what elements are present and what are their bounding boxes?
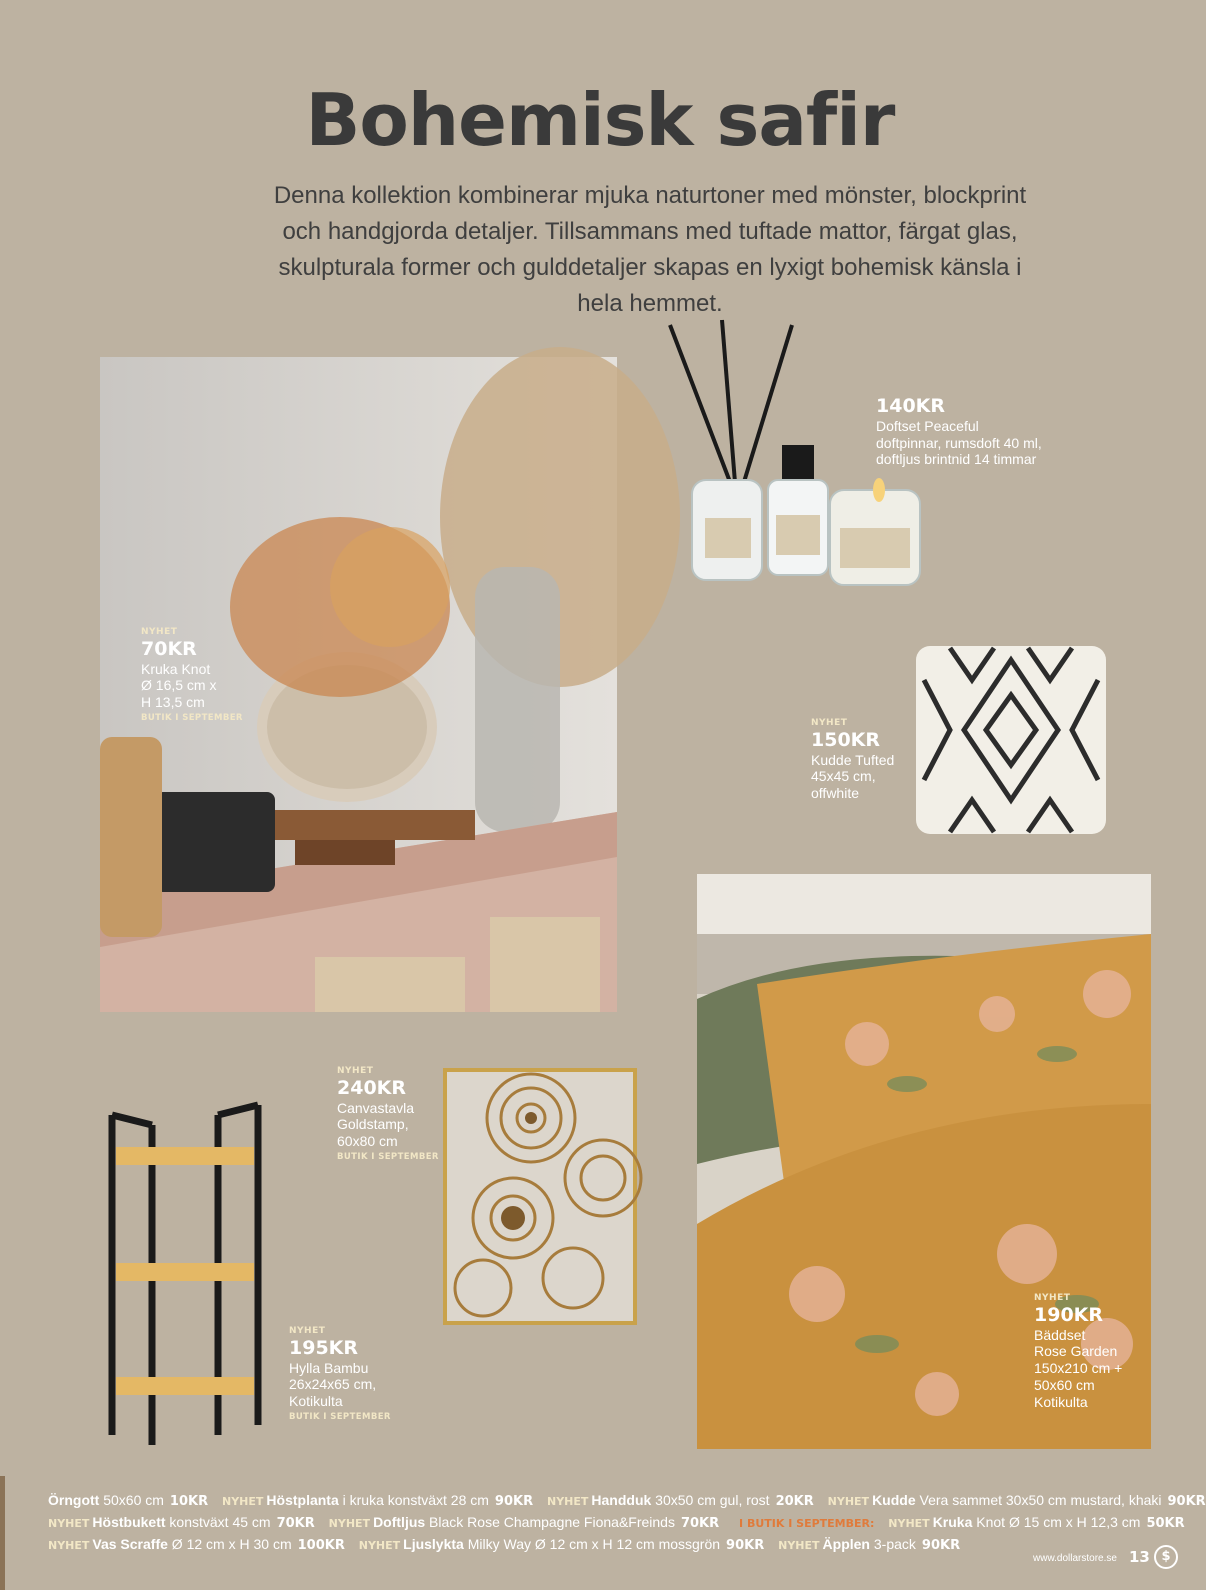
- footer-item-price: 10KR: [169, 1494, 209, 1509]
- product-line: 45x45 cm,: [811, 768, 876, 785]
- product-line: Kotikulta: [1034, 1393, 1088, 1410]
- product-price: 140KR: [876, 395, 946, 417]
- product-line: Hylla Bambu: [289, 1359, 369, 1376]
- butik-note: BUTIK I SEPTEMBER: [289, 1411, 391, 1422]
- nyhet-tag: NYHET: [337, 1066, 374, 1076]
- nyhet-tag: NYHET: [811, 718, 848, 728]
- product-price: 190KR: [1034, 1303, 1104, 1326]
- product-price: 70KR: [141, 637, 197, 660]
- dollarstore-logo-icon: $: [1154, 1545, 1178, 1569]
- footer-item-desc: i kruka konstväxt 28 cm: [338, 1492, 489, 1508]
- nyhet-tag: NYHET: [358, 1539, 401, 1552]
- product-line: Canvastavla: [337, 1099, 415, 1116]
- intro-text: Denna kollektion kombinerar mjuka naturtoner med mönster, blockprint och handgjorda detaljer. Tillsammans med tuftade mattor, färgat glas, skulpturala former och gulddetaljer skapas en lyxigt bohemisk känsla i hela hemmet.: [273, 182, 1027, 317]
- footer-item-desc: Milky Way Ø 12 cm x H 12 cm mossgrön: [463, 1536, 721, 1552]
- photo-bamboo-shelf: [100, 1105, 270, 1445]
- product-line: Bäddset: [1034, 1326, 1086, 1343]
- nyhet-tag: NYHET: [778, 1539, 820, 1552]
- product-line: Kudde Tufted: [811, 751, 895, 768]
- product-line: 50x60 cm: [1034, 1376, 1095, 1393]
- footer-row: [48, 1490, 1206, 1512]
- page-title: Bohemisk safir: [305, 78, 895, 162]
- product-line: Ø 16,5 cm x: [141, 677, 217, 694]
- product-line: 26x24x65 cm,: [289, 1376, 377, 1393]
- product-label-doftset: [876, 395, 1042, 468]
- product-line: Kotikulta: [289, 1393, 343, 1410]
- footer-item-desc: Knot Ø 15 cm x H 12,3 cm: [972, 1514, 1141, 1530]
- product-price: 195KR: [289, 1336, 359, 1359]
- footer-item-desc: Black Rose Champagne Fiona&Freinds: [425, 1514, 675, 1530]
- nyhet-tag: NYHET: [888, 1517, 930, 1530]
- butik-note: BUTIK I SEPTEMBER: [337, 1151, 439, 1162]
- footer-item-price: 20KR: [775, 1494, 814, 1509]
- product-line: doftpinnar, rumsdoft 40 ml,: [876, 434, 1042, 451]
- photo-canvas-goldstamp: [443, 1068, 637, 1325]
- product-price: 240KR: [337, 1076, 407, 1099]
- footer-row: [48, 1512, 1185, 1534]
- product-line: Doftset Peaceful: [876, 417, 979, 434]
- product-line: doftljus brintnid 14 timmar: [876, 451, 1037, 468]
- product-label-hylla: [289, 1326, 391, 1422]
- footer-item-price: 90KR: [726, 1538, 765, 1553]
- footer-item-desc: Ø 12 cm x H 30 cm: [167, 1536, 292, 1552]
- footer-item-price: 50KR: [1146, 1516, 1185, 1531]
- product-price: 150KR: [811, 728, 881, 751]
- product-line: offwhite: [811, 785, 859, 802]
- nyhet-tag: NYHET: [328, 1517, 371, 1530]
- product-line: 150x210 cm +: [1034, 1360, 1123, 1377]
- footer-product-list: [48, 1490, 1206, 1556]
- footer-item-desc: 3-pack: [869, 1536, 916, 1552]
- footer-item-name: Örngott: [48, 1492, 100, 1508]
- photo-cushion: [910, 640, 1112, 840]
- product-label-kudde: [811, 718, 894, 802]
- nyhet-tag: NYHET: [222, 1495, 264, 1508]
- footer-item-price: 70KR: [680, 1516, 720, 1531]
- product-label-kruka: [141, 627, 243, 723]
- footer-item-name: Doftljus: [373, 1514, 426, 1530]
- footer-item-name: Höstbukett: [92, 1514, 166, 1530]
- page-number: 13: [1129, 1548, 1150, 1566]
- footer-item-price: 70KR: [276, 1516, 315, 1531]
- nyhet-tag: NYHET: [48, 1539, 90, 1552]
- footer-item-desc: 50x60 cm: [99, 1492, 164, 1508]
- footer-item-name: Ljuslykta: [403, 1536, 464, 1552]
- nyhet-tag: NYHET: [827, 1495, 870, 1508]
- product-label-canvas: [337, 1066, 439, 1162]
- footer-item-name: Handduk: [591, 1492, 652, 1508]
- product-line: Rose Garden: [1034, 1343, 1118, 1360]
- nyhet-tag: NYHET: [48, 1517, 90, 1530]
- website-link[interactable]: www.dollarstore.se: [1033, 1553, 1117, 1564]
- left-accent-bar: [0, 1476, 5, 1590]
- product-label-baddset: [1034, 1293, 1122, 1411]
- nyhet-tag: NYHET: [141, 627, 178, 637]
- footer-item-price: 100KR: [297, 1538, 345, 1553]
- product-line: H 13,5 cm: [141, 694, 205, 711]
- product-line: 60x80 cm: [337, 1133, 398, 1150]
- footer-item-price: 90KR: [921, 1538, 961, 1553]
- footer-item-price: 90KR: [1167, 1494, 1206, 1509]
- footer-item-name: Kudde: [872, 1492, 916, 1508]
- footer-row: [48, 1534, 1168, 1556]
- product-line: Goldstamp,: [337, 1116, 409, 1133]
- nyhet-tag: NYHET: [289, 1326, 326, 1336]
- nyhet-tag: NYHET: [1034, 1293, 1071, 1303]
- footer-item-desc: konstväxt 45 cm: [165, 1514, 271, 1530]
- footer-item-name: Vas Scraffe: [92, 1536, 168, 1552]
- footer-item-name: Höstplanta: [266, 1492, 339, 1508]
- footer-item-desc: Vera sammet 30x50 cm mustard, khaki: [915, 1492, 1162, 1508]
- butik-separator: I BUTIK I SEPTEMBER:: [739, 1517, 875, 1530]
- product-line: Kruka Knot: [141, 660, 211, 677]
- footer-item-price: 90KR: [494, 1494, 534, 1509]
- footer-item-name: Äpplen: [822, 1536, 870, 1552]
- footer-item-name: Kruka: [932, 1514, 973, 1530]
- footer-item-desc: 30x50 cm gul, rost: [651, 1492, 770, 1508]
- butik-note: BUTIK I SEPTEMBER: [141, 712, 243, 723]
- nyhet-tag: NYHET: [547, 1495, 589, 1508]
